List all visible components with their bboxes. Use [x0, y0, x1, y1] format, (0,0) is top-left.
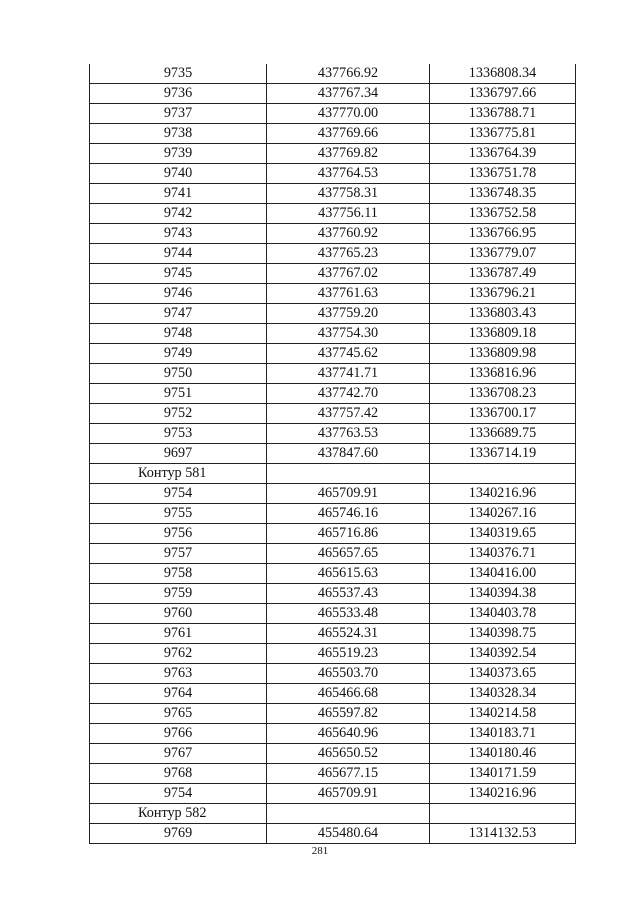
contour-header-row [90, 464, 576, 484]
x-coordinate-cell: 437760.92 [267, 224, 430, 244]
table-row [90, 284, 576, 304]
y-coordinate-cell: 1336816.96 [430, 364, 576, 384]
table-row [90, 324, 576, 344]
y-coordinate-cell: 1340328.34 [430, 684, 576, 704]
table-row [90, 84, 576, 104]
y-coordinate-cell: 1340319.65 [430, 524, 576, 544]
y-coordinate-cell: 1340403.78 [430, 604, 576, 624]
x-coordinate-cell: 437754.30 [267, 324, 430, 344]
x-coordinate-cell: 465519.23 [267, 644, 430, 664]
y-coordinate-cell: 1336766.95 [430, 224, 576, 244]
point-number-cell: 9739 [90, 144, 267, 164]
table-row [90, 824, 576, 844]
y-coordinate-cell: 1336787.49 [430, 264, 576, 284]
coordinates-table [89, 64, 576, 844]
x-coordinate-cell: 437757.42 [267, 404, 430, 424]
y-coordinate-cell: 1340180.46 [430, 744, 576, 764]
y-coordinate-cell: 1340216.96 [430, 784, 576, 804]
y-coordinate-cell: 1340398.75 [430, 624, 576, 644]
table-row [90, 364, 576, 384]
y-coordinate-cell: 1340392.54 [430, 644, 576, 664]
table-row [90, 404, 576, 424]
table-row [90, 104, 576, 124]
table-row [90, 144, 576, 164]
x-coordinate-cell: 437761.63 [267, 284, 430, 304]
table-row [90, 544, 576, 564]
x-coordinate-cell: 437847.60 [267, 444, 430, 464]
empty-cell [267, 464, 430, 484]
x-coordinate-cell: 465709.91 [267, 784, 430, 804]
y-coordinate-cell: 1336752.58 [430, 204, 576, 224]
y-coordinate-cell: 1336764.39 [430, 144, 576, 164]
point-number-cell: 9766 [90, 724, 267, 744]
table-row [90, 184, 576, 204]
y-coordinate-cell: 1336779.07 [430, 244, 576, 264]
table-row [90, 444, 576, 464]
x-coordinate-cell: 465677.15 [267, 764, 430, 784]
point-number-cell: 9738 [90, 124, 267, 144]
y-coordinate-cell: 1314132.53 [430, 824, 576, 844]
contour-label: Контур 582 [90, 804, 267, 824]
point-number-cell: 9759 [90, 584, 267, 604]
point-number-cell: 9754 [90, 484, 267, 504]
x-coordinate-cell: 465524.31 [267, 624, 430, 644]
x-coordinate-cell: 437758.31 [267, 184, 430, 204]
point-number-cell: 9697 [90, 444, 267, 464]
y-coordinate-cell: 1336808.34 [430, 64, 576, 84]
y-coordinate-cell: 1336775.81 [430, 124, 576, 144]
table-row [90, 684, 576, 704]
point-number-cell: 9748 [90, 324, 267, 344]
x-coordinate-cell: 465533.48 [267, 604, 430, 624]
point-number-cell: 9752 [90, 404, 267, 424]
table-row [90, 704, 576, 724]
point-number-cell: 9744 [90, 244, 267, 264]
x-coordinate-cell: 465716.86 [267, 524, 430, 544]
table-row [90, 204, 576, 224]
x-coordinate-cell: 437741.71 [267, 364, 430, 384]
point-number-cell: 9768 [90, 764, 267, 784]
y-coordinate-cell: 1336809.18 [430, 324, 576, 344]
table-row [90, 664, 576, 684]
x-coordinate-cell: 437765.23 [267, 244, 430, 264]
y-coordinate-cell: 1336714.19 [430, 444, 576, 464]
table-row [90, 244, 576, 264]
point-number-cell: 9749 [90, 344, 267, 364]
y-coordinate-cell: 1336689.75 [430, 424, 576, 444]
point-number-cell: 9758 [90, 564, 267, 584]
y-coordinate-cell: 1336748.35 [430, 184, 576, 204]
point-number-cell: 9747 [90, 304, 267, 324]
table-row [90, 344, 576, 364]
contour-label: Контур 581 [90, 464, 267, 484]
point-number-cell: 9755 [90, 504, 267, 524]
table-row [90, 164, 576, 184]
contour-header-row [90, 804, 576, 824]
table-row [90, 524, 576, 544]
table-row [90, 724, 576, 744]
table-row [90, 424, 576, 444]
y-coordinate-cell: 1336797.66 [430, 84, 576, 104]
point-number-cell: 9736 [90, 84, 267, 104]
x-coordinate-cell: 437763.53 [267, 424, 430, 444]
point-number-cell: 9754 [90, 784, 267, 804]
table-row [90, 304, 576, 324]
x-coordinate-cell: 437769.82 [267, 144, 430, 164]
table-row [90, 604, 576, 624]
x-coordinate-cell: 465597.82 [267, 704, 430, 724]
x-coordinate-cell: 465466.68 [267, 684, 430, 704]
table-row [90, 784, 576, 804]
table-row [90, 224, 576, 244]
point-number-cell: 9757 [90, 544, 267, 564]
point-number-cell: 9737 [90, 104, 267, 124]
table-row [90, 64, 576, 84]
x-coordinate-cell: 437767.02 [267, 264, 430, 284]
y-coordinate-cell: 1340394.38 [430, 584, 576, 604]
empty-cell [267, 804, 430, 824]
x-coordinate-cell: 437769.66 [267, 124, 430, 144]
x-coordinate-cell: 465746.16 [267, 504, 430, 524]
table-row [90, 624, 576, 644]
y-coordinate-cell: 1336788.71 [430, 104, 576, 124]
y-coordinate-cell: 1340171.59 [430, 764, 576, 784]
y-coordinate-cell: 1340216.96 [430, 484, 576, 504]
point-number-cell: 9765 [90, 704, 267, 724]
x-coordinate-cell: 437742.70 [267, 384, 430, 404]
point-number-cell: 9760 [90, 604, 267, 624]
x-coordinate-cell: 437770.00 [267, 104, 430, 124]
point-number-cell: 9735 [90, 64, 267, 84]
point-number-cell: 9767 [90, 744, 267, 764]
table-row [90, 504, 576, 524]
y-coordinate-cell: 1340267.16 [430, 504, 576, 524]
point-number-cell: 9764 [90, 684, 267, 704]
point-number-cell: 9756 [90, 524, 267, 544]
y-coordinate-cell: 1340376.71 [430, 544, 576, 564]
table-row [90, 584, 576, 604]
table-row [90, 764, 576, 784]
table-row [90, 564, 576, 584]
x-coordinate-cell: 437756.11 [267, 204, 430, 224]
point-number-cell: 9763 [90, 664, 267, 684]
point-number-cell: 9742 [90, 204, 267, 224]
table-row [90, 124, 576, 144]
point-number-cell: 9745 [90, 264, 267, 284]
point-number-cell: 9761 [90, 624, 267, 644]
y-coordinate-cell: 1336803.43 [430, 304, 576, 324]
point-number-cell: 9753 [90, 424, 267, 444]
point-number-cell: 9743 [90, 224, 267, 244]
table-row [90, 644, 576, 664]
point-number-cell: 9746 [90, 284, 267, 304]
x-coordinate-cell: 465640.96 [267, 724, 430, 744]
point-number-cell: 9762 [90, 644, 267, 664]
point-number-cell: 9740 [90, 164, 267, 184]
page-number: 281 [311, 845, 329, 857]
x-coordinate-cell: 465709.91 [267, 484, 430, 504]
y-coordinate-cell: 1340183.71 [430, 724, 576, 744]
table-row [90, 744, 576, 764]
x-coordinate-cell: 437759.20 [267, 304, 430, 324]
y-coordinate-cell: 1336809.98 [430, 344, 576, 364]
empty-cell [430, 464, 576, 484]
x-coordinate-cell: 465657.65 [267, 544, 430, 564]
point-number-cell: 9741 [90, 184, 267, 204]
x-coordinate-cell: 437745.62 [267, 344, 430, 364]
x-coordinate-cell: 437764.53 [267, 164, 430, 184]
x-coordinate-cell: 455480.64 [267, 824, 430, 844]
x-coordinate-cell: 437766.92 [267, 64, 430, 84]
empty-cell [430, 804, 576, 824]
point-number-cell: 9769 [90, 824, 267, 844]
point-number-cell: 9750 [90, 364, 267, 384]
x-coordinate-cell: 465503.70 [267, 664, 430, 684]
y-coordinate-cell: 1336796.21 [430, 284, 576, 304]
y-coordinate-cell: 1340214.58 [430, 704, 576, 724]
y-coordinate-cell: 1340416.00 [430, 564, 576, 584]
x-coordinate-cell: 465650.52 [267, 744, 430, 764]
y-coordinate-cell: 1340373.65 [430, 664, 576, 684]
y-coordinate-cell: 1336751.78 [430, 164, 576, 184]
coordinates-table-body [90, 64, 576, 844]
x-coordinate-cell: 465537.43 [267, 584, 430, 604]
x-coordinate-cell: 465615.63 [267, 564, 430, 584]
x-coordinate-cell: 437767.34 [267, 84, 430, 104]
y-coordinate-cell: 1336708.23 [430, 384, 576, 404]
table-row [90, 384, 576, 404]
table-row [90, 264, 576, 284]
y-coordinate-cell: 1336700.17 [430, 404, 576, 424]
point-number-cell: 9751 [90, 384, 267, 404]
table-row [90, 484, 576, 504]
